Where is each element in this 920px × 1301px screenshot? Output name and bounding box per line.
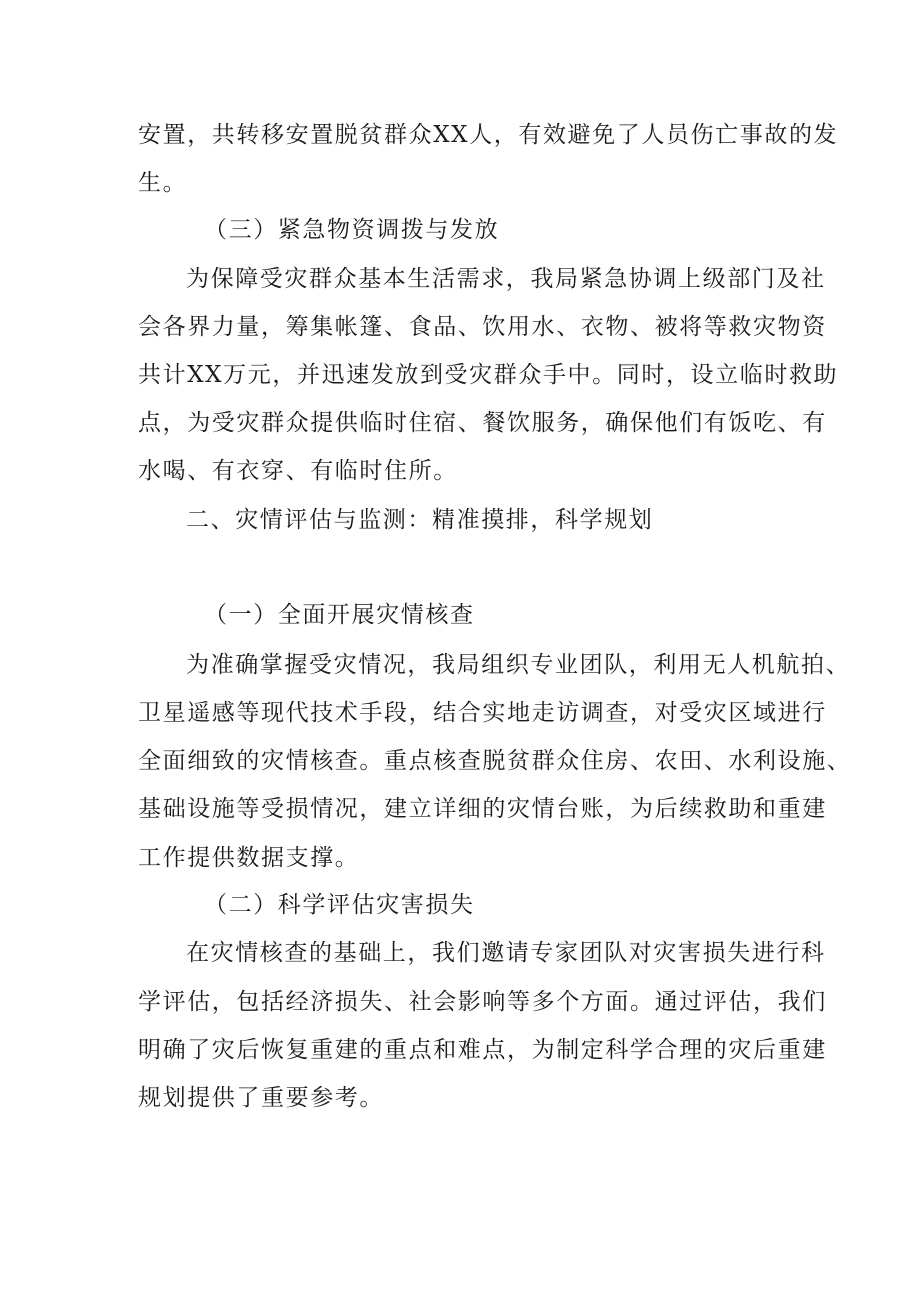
section-heading: （一）全面开展灾情核查 <box>204 602 475 628</box>
paragraph-line: 学评估，包括经济损失、社会影响等多个方面。通过评估，我们 <box>138 989 827 1015</box>
paragraph-line: 为保障受灾群众基本生活需求，我局紧急协调上级部门及社 <box>186 266 826 292</box>
paragraph-line: 点，为受灾群众提供临时住宿、餐饮服务，确保他们有饭吃、有 <box>138 410 827 436</box>
paragraph-line: 基础设施等受损情况，建立详细的灾情台账，为后续救助和重建 <box>138 796 827 822</box>
paragraph-line: 会各界力量，筹集帐篷、食品、饮用水、衣物、被将等救灾物资 <box>138 314 827 340</box>
paragraph-line: 水喝、有衣穿、有临时住所。 <box>138 458 458 484</box>
section-heading: （三）紧急物资调拨与发放 <box>204 217 500 243</box>
section-heading: （二）科学评估灾害损失 <box>204 892 475 918</box>
paragraph-line: 共计XX万元，并迅速发放到受灾群众手中。同时，设立临时救助 <box>138 362 839 388</box>
paragraph-line: 规划提供了重要参考。 <box>138 1085 384 1111</box>
paragraph-line: 工作提供数据支撑。 <box>138 845 360 871</box>
paragraph-line: 明确了灾后恢复重建的重点和难点，为制定科学合理的灾后重建 <box>138 1037 827 1063</box>
paragraph-line: 卫星遥感等现代技术手段，结合实地走访调查，对受灾区域进行 <box>138 700 827 726</box>
paragraph-line: 安置，共转移安置脱贫群众XX人，有效避免了人员伤亡事故的发 <box>138 122 839 148</box>
paragraph-line: 全面细致的灾情核查。重点核查脱贫群众住房、农田、水利设施、 <box>138 748 852 774</box>
paragraph-line: 生。 <box>138 170 188 196</box>
paragraph-line: 在灾情核查的基础上，我们邀请专家团队对灾害损失进行科 <box>186 940 826 966</box>
paragraph-line: 为准确掌握受灾情况，我局组织专业团队，利用无人机航拍、 <box>186 652 851 678</box>
chapter-heading: 二、灾情评估与监测：精准摸排，科学规划 <box>186 507 654 533</box>
